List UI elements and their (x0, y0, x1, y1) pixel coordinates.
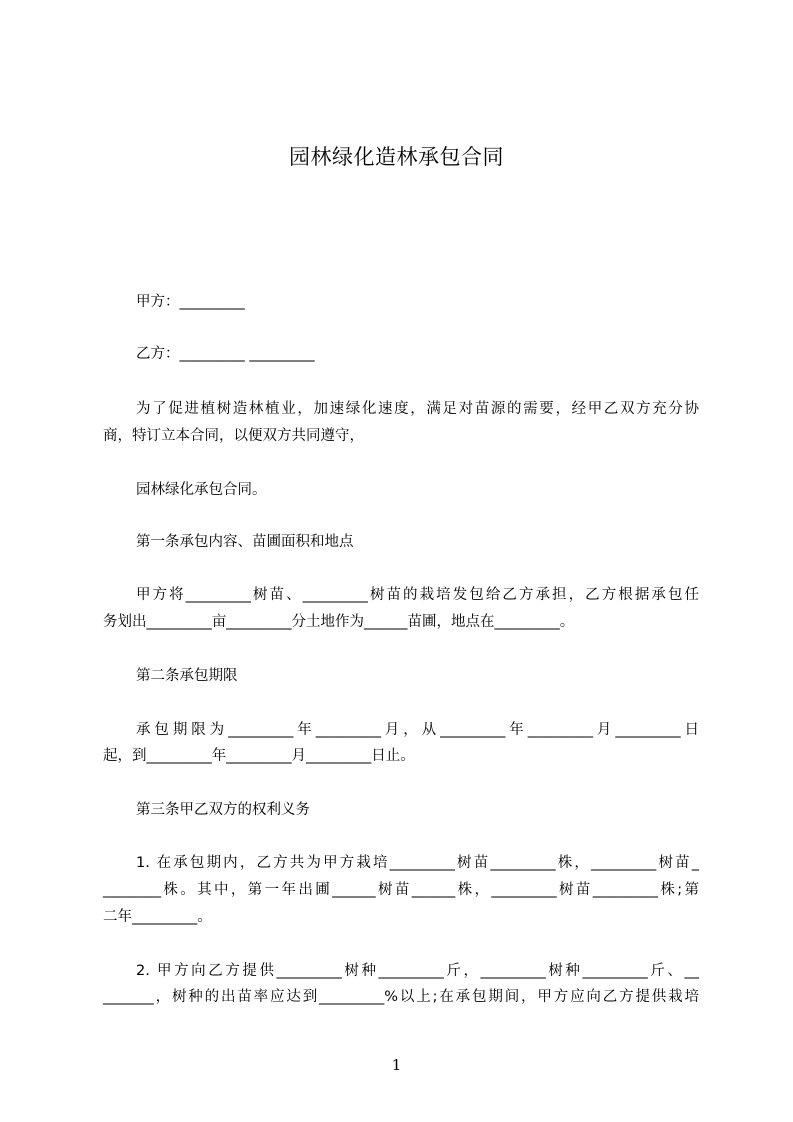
section-heading: 第一条承包内容、苗圃面积和地点 (136, 534, 354, 550)
paragraph-line: ________株。其中，第一年出圃______树苗______株，_________树苗_________株;第 (103, 882, 699, 898)
party-b-line: 乙方：_________ _________ (136, 346, 315, 362)
paragraph-line: 1. 在承包期内，乙方共为甲方栽培_________树苗_________株，_________树苗_ (136, 855, 699, 871)
page-number: 1 (391, 1056, 402, 1074)
paragraph-line: 承包期限为_________年_________月，从_________年_________月_________日 (136, 722, 699, 738)
paragraph-line: 务划出_________亩_________分土地作为______苗圃，地点在_________。 (103, 614, 575, 630)
document-title: 园林绿化造林承包合同 (289, 145, 504, 169)
paragraph-line: 甲方将_________树苗、_________树苗的栽培发包给乙方承担，乙方根据承包任 (136, 587, 699, 603)
paragraph-line: 园林绿化承包合同。 (136, 482, 267, 498)
section-heading: 第三条甲乙双方的权利义务 (136, 802, 310, 818)
paragraph-line: 为了促进植树造林植业，加速绿化速度，满足对苗源的需要，经甲乙双方充分协 (136, 401, 699, 417)
paragraph-line: _______，树种的出苗率应达到_________%以上;在承包期间，甲方应向乙方提供栽培 (103, 989, 699, 1005)
party-a-line: 甲方：_________ (136, 294, 245, 310)
paragraph-line: 2. 甲方向乙方提供_________树种_________斤，_________树种_________斤、__ (136, 963, 699, 979)
paragraph-line: 二年_________。 (103, 909, 212, 925)
section-heading: 第二条承包期限 (136, 668, 238, 684)
paragraph-line: 起，到_________年_________月_________日止。 (103, 748, 415, 764)
paragraph-line: 商，特订立本合同，以便双方共同遵守， (103, 428, 364, 444)
